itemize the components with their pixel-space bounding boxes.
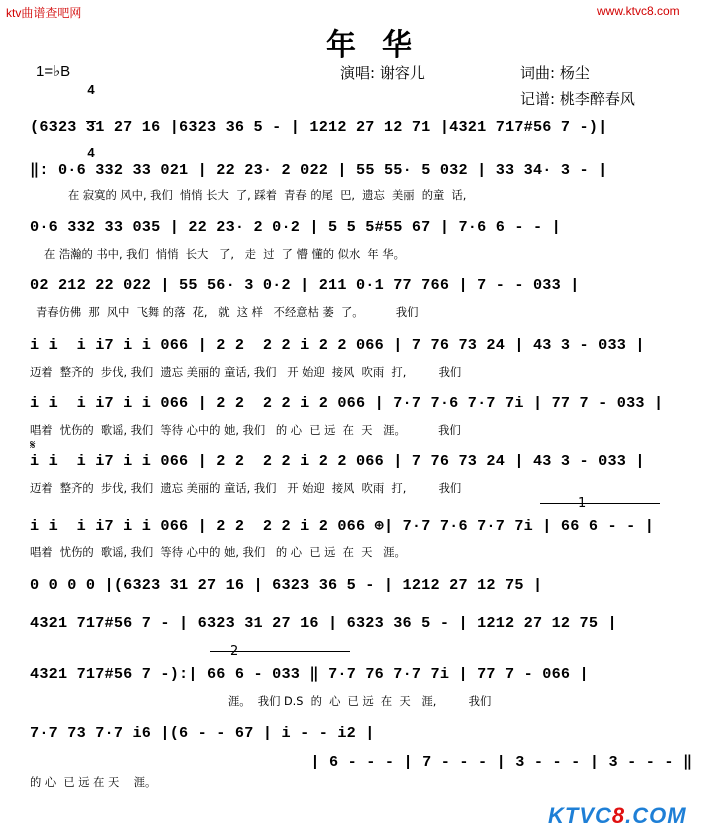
score-line-10-notes: 4321 717#56 7 - | 6323 31 27 16 | 6323 36 5 - | 1212 27 12 75 | [30,614,617,632]
volta-2-label: 2 [230,644,239,659]
score-line-4-lyrics: 青春仿佛 那 风中 飞舞 的落 花, 就 这 样 不经意枯 萎 了。 我们 [36,306,419,319]
score-line-13-notes: | 6 - - - | 7 - - - | 3 - - - | 3 - - - ‖ [180,753,693,771]
singer-credit: 演唱: 谢容儿 [340,64,425,82]
time-signature-top: 4 [87,82,95,97]
watermark-left: ktv曲谱查吧网 [6,6,82,20]
score-line-11-notes: 4321 717#56 7 -):| 66 6 - 033 ‖ 7·7 76 7·7 7i | 77 7 - 066 | [30,665,589,683]
score-line-3-lyrics: 在 浩瀚的 书中, 我们 悄悄 长大 了, 走 过 了 懵 懂的 似水 年 华。 [44,248,405,261]
composer-credit: 词曲: 杨尘 [520,64,590,82]
score-line-2-notes: ‖: 0·6 332 33 021 | 22 23· 2 022 | 55 55· 5 032 | 33 34· 3 - | [30,161,608,179]
score-line-6-notes: i i i i7 i i 066 | 2 2 2 2 i 2 066 | 7·7 7·6 7·7 7i | 77 7 - 033 | [30,394,664,412]
score-line-1-notes: (6323 31 27 16 |6323 36 5 - | 1212 27 12 71 |4321 717#56 7 -)| [30,118,608,136]
score-line-8-lyrics: 唱着 忧伤的 歌谣, 我们 等待 心中的 她, 我们 的 心 已 远 在 天 涯。 [30,546,406,559]
score-line-12-lyrics: 的 心 已 远 在 天 涯。 [30,776,157,789]
score-line-6-lyrics: 唱着 忧伤的 歌谣, 我们 等待 心中的 她, 我们 的 心 已 远 在 天 涯。 我们 [30,424,461,437]
song-title: 年华 [326,28,438,63]
score-line-12-notes: 7·7 73 7·7 i6 |(6 - - 67 | i - - i2 | [30,724,375,742]
score-line-11-lyrics: 涯。 我们 D.S 的 心 已 远 在 天 涯, 我们 [228,695,492,708]
score-line-2-lyrics: 在 寂寞的 风中, 我们 悄悄 长大 了, 踩着 青春 的尾 巴, 遗忘 美丽 的童 话, [68,189,467,202]
transcriber-credit: 记谱: 桃李醉春风 [520,90,635,108]
segno-sign: 𝄋 [30,438,36,453]
score-line-7-lyrics: 迈着 整齐的 步伐, 我们 遗忘 美丽的 童话, 我们 开 始迎 接风 吹雨 打, 我们 [30,482,462,495]
time-signature-bottom: 4 [87,145,95,160]
logo-tail: .COM [625,803,687,828]
score-line-5-notes: i i i i7 i i 066 | 2 2 2 2 i 2 2 066 | 7 76 73 24 | 43 3 - 033 | [30,336,645,354]
volta-1-label: 1 [578,496,587,511]
score-line-8-notes: i i i i7 i i 066 | 2 2 2 2 i 2 066 ⊕| 7·7 7·6 7·7 7i | 66 6 - - | [30,517,655,535]
watermark-right: www.ktvc8.com [597,4,680,18]
score-line-7-notes: i i i i7 i i 066 | 2 2 2 2 i 2 2 066 | 7 76 73 24 | 43 3 - 033 | [30,452,645,470]
score-line-3-notes: 0·6 332 33 035 | 22 23· 2 0·2 | 5 5 5#55 67 | 7·6 6 - - | [30,218,561,236]
score-line-5-lyrics: 迈着 整齐的 步伐, 我们 遗忘 美丽的 童话, 我们 开 始迎 接风 吹雨 打, 我们 [30,366,462,379]
score-line-9-notes: 0 0 0 0 |(6323 31 27 16 | 6323 36 5 - | 1212 27 12 75 | [30,576,543,594]
score-line-4-notes: 02 212 22 022 | 55 56· 3 0·2 | 211 0·1 77 766 | 7 - - 033 | [30,276,580,294]
time-signature [86,60,96,171]
logo-main: KTVC [548,803,612,828]
volta-2-bracket [210,651,350,652]
key-signature: 1=♭B [36,63,71,80]
logo-accent: 8 [611,803,626,828]
ktvc8-logo [548,803,687,829]
volta-1-bracket [540,503,660,504]
